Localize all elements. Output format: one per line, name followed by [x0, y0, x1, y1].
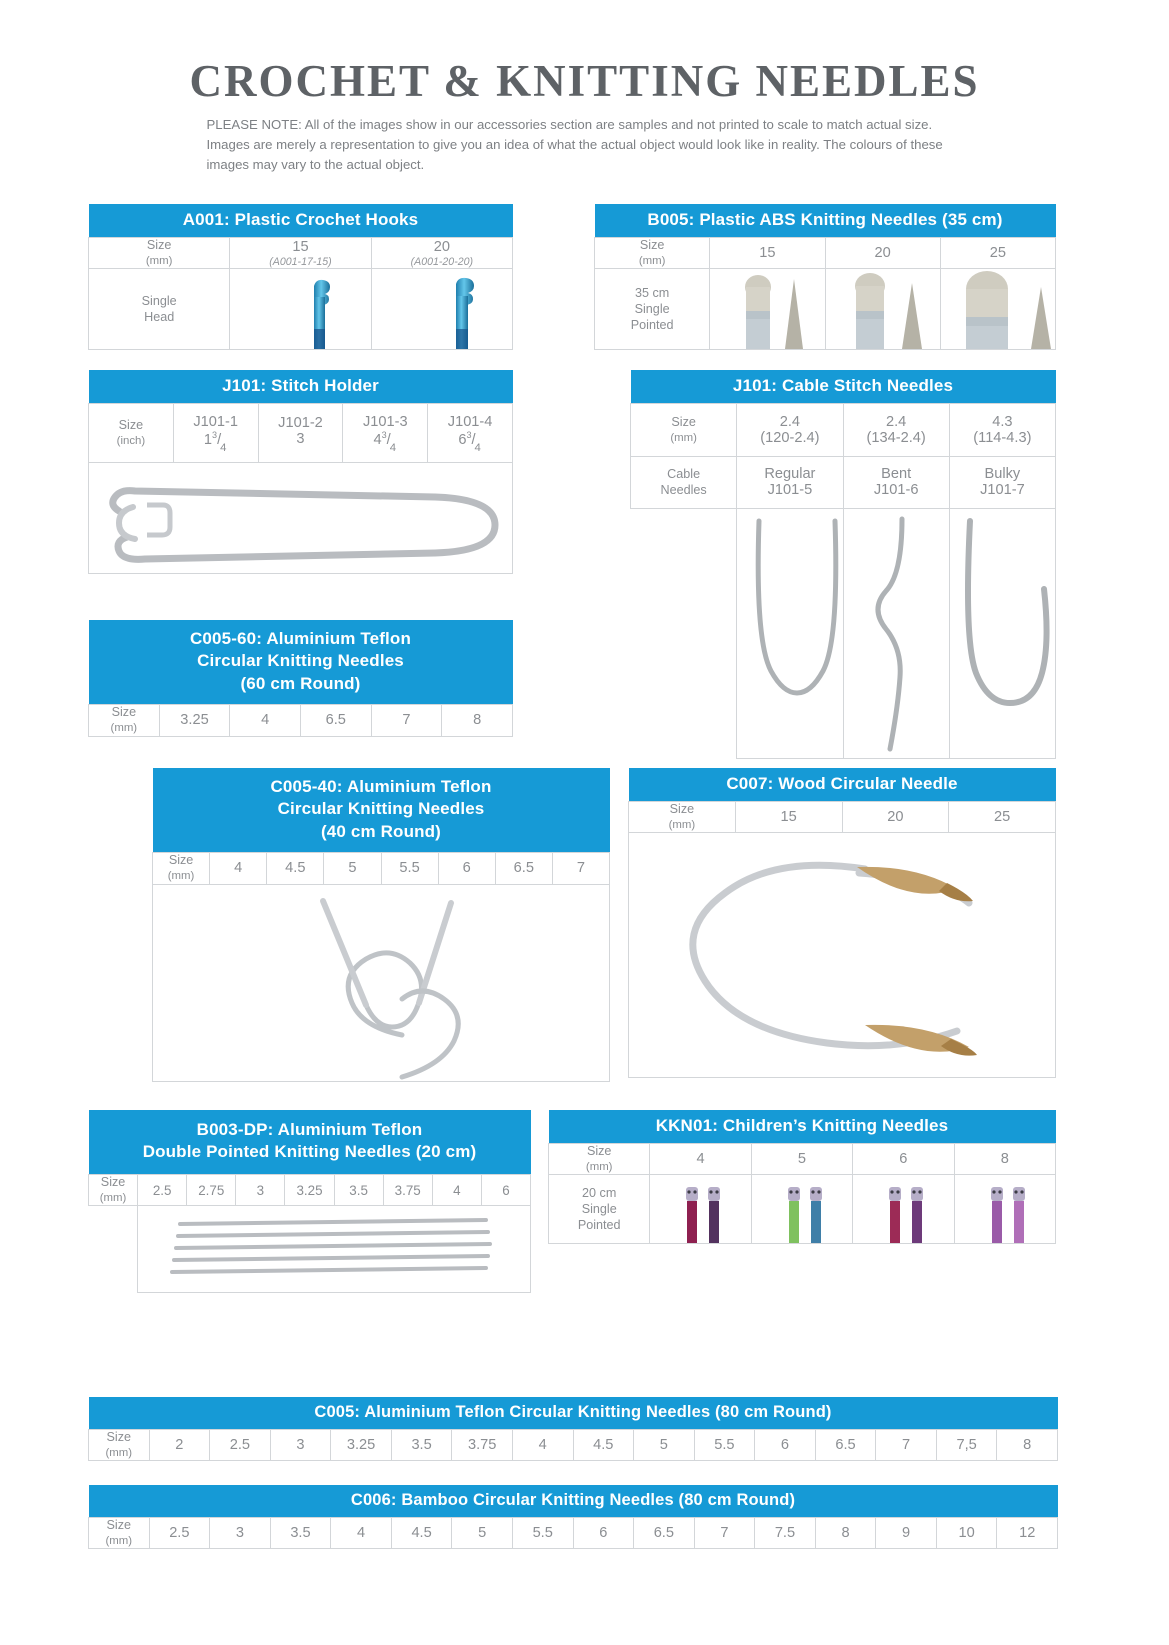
- b003-dp-title: B003-DP: Aluminium Teflon Double Pointed Knitting Needles (20 cm): [89, 1110, 531, 1174]
- c006-size-9: 7: [694, 1518, 755, 1549]
- c006-size-5: 5: [452, 1518, 513, 1549]
- j101-cable-size-header: Size (mm): [631, 404, 737, 457]
- j101-cable-type-1: Bent J101-6: [843, 457, 949, 509]
- kkn01-needle-image-8: [954, 1175, 1055, 1244]
- c005-40-image: [153, 884, 610, 1081]
- page-header: [0, 0, 1169, 175]
- c007-title: C007: Wood Circular Needle: [629, 768, 1056, 802]
- disclaimer-note: PLEASE NOTE: All of the images show in our accessories section are samples and not printed to scale to match actual size. Images are merely a representation to give you an idea of what the actual object would look like in reality. The colours of these images may vary to the actual object.: [206, 117, 943, 173]
- b005-needle-image-25: [940, 269, 1055, 350]
- c005-60-size-2: 6.5: [300, 705, 371, 736]
- b003-dp-size-header: Size (mm): [89, 1174, 138, 1205]
- b003-dp-size-1: 2.75: [187, 1174, 236, 1205]
- c005-title: C005: Aluminium Teflon Circular Knitting Needles (80 cm Round): [89, 1397, 1058, 1430]
- c005-size-12: 7: [876, 1430, 937, 1461]
- c005-60-size-1: 4: [230, 705, 301, 736]
- c006-size-11: 8: [815, 1518, 876, 1549]
- cable-needle-bent-icon: [844, 509, 960, 758]
- c005-size-2: 3: [270, 1430, 331, 1461]
- stitch-holder-icon: [89, 463, 512, 573]
- c006-title: C006: Bamboo Circular Knitting Needles (80 cm Round): [89, 1485, 1058, 1518]
- j101-holder-title: J101: Stitch Holder: [89, 370, 513, 404]
- b005-title: B005: Plastic ABS Knitting Needles (35 cm): [595, 204, 1056, 238]
- b005-size-header: Size (mm): [595, 238, 710, 269]
- childrens-needle-icon: [955, 1175, 1063, 1243]
- c006-size-8: 6.5: [634, 1518, 695, 1549]
- childrens-needle-icon: [853, 1175, 961, 1243]
- c007-size-2: 25: [949, 802, 1056, 833]
- a001-hook-image-15: [230, 269, 371, 350]
- kkn01-size-2: 6: [853, 1144, 954, 1175]
- c005-size-1: 2.5: [210, 1430, 271, 1461]
- c005-size-14: 8: [997, 1430, 1058, 1461]
- b005-row-label: 35 cm Single Pointed: [595, 269, 710, 350]
- kkn01-needle-image-6: [853, 1175, 954, 1244]
- knitting-needle-icon: [710, 269, 840, 349]
- kkn01-size-header: Size (mm): [549, 1144, 650, 1175]
- j101-holder-image: [89, 462, 513, 573]
- c006-size-14: 12: [997, 1518, 1058, 1549]
- j101-cable-size-0: 2.4 (120-2.4): [737, 404, 843, 457]
- j101-cable-title: J101: Cable Stitch Needles: [631, 370, 1056, 404]
- c005-size-8: 5: [634, 1430, 695, 1461]
- c006-size-4: 4.5: [391, 1518, 452, 1549]
- c006-size-6: 5.5: [512, 1518, 573, 1549]
- c005-40-size-3: 5.5: [381, 853, 438, 884]
- c006-size-2: 3.5: [270, 1518, 331, 1549]
- knitting-needle-icon: [826, 269, 956, 349]
- c007-image: [629, 833, 1056, 1078]
- c005-40-size-0: 4: [210, 853, 267, 884]
- c005-60-size-4: 8: [442, 705, 513, 736]
- cable-needle-regular-icon: [737, 509, 853, 758]
- c006-size-13: 10: [936, 1518, 997, 1549]
- section-b005: [594, 204, 1056, 350]
- wood-circular-needle-icon: [629, 833, 1055, 1077]
- c005-40-size-5: 6.5: [495, 853, 552, 884]
- c007-size-1: 20: [842, 802, 949, 833]
- c006-size-12: 9: [876, 1518, 937, 1549]
- section-j101-stitch-holder: [88, 370, 513, 574]
- c005-40-size-1: 4.5: [267, 853, 324, 884]
- c005-size-3: 3.25: [331, 1430, 392, 1461]
- b003-dp-size-5: 3.75: [383, 1174, 432, 1205]
- b003-dp-size-3: 3.25: [285, 1174, 334, 1205]
- c005-40-size-6: 7: [552, 853, 609, 884]
- j101-cable-image-bulky: [949, 508, 1055, 758]
- j101-cable-type-0: Regular J101-5: [737, 457, 843, 509]
- b005-needle-image-20: [825, 269, 940, 350]
- c006-size-10: 7.5: [755, 1518, 816, 1549]
- j101-cable-size-1: 2.4 (134-2.4): [843, 404, 949, 457]
- j101-cable-image-regular: [737, 508, 843, 758]
- c005-size-4: 3.5: [391, 1430, 452, 1461]
- c005-size-11: 6.5: [815, 1430, 876, 1461]
- c007-size-header: Size (mm): [629, 802, 736, 833]
- a001-title: A001: Plastic Crochet Hooks: [89, 204, 513, 238]
- b005-needle-image-15: [710, 269, 825, 350]
- c006-size-7: 6: [573, 1518, 634, 1549]
- a001-hook-image-20: [371, 269, 512, 350]
- c005-size-9: 5.5: [694, 1430, 755, 1461]
- c006-size-header: Size (mm): [89, 1518, 150, 1549]
- c006-size-3: 4: [331, 1518, 392, 1549]
- kkn01-size-1: 5: [751, 1144, 852, 1175]
- j101-holder-item-3: J101-4 $6^3/_4$: [428, 404, 513, 463]
- crochet-hook-icon: [372, 269, 548, 349]
- c005-size-header: Size (mm): [89, 1430, 150, 1461]
- j101-holder-item-2: J101-3 $4^3/_4$: [343, 404, 428, 463]
- childrens-needle-icon: [752, 1175, 860, 1243]
- section-a001: [88, 204, 513, 350]
- c005-size-5: 3.75: [452, 1430, 513, 1461]
- c005-40-size-4: 6: [438, 853, 495, 884]
- b005-size-0: 15: [710, 238, 825, 269]
- double-pointed-needles-icon: [138, 1206, 528, 1292]
- c005-size-0: 2: [149, 1430, 210, 1461]
- section-c007: [628, 768, 1056, 1078]
- section-c005-60: [88, 620, 513, 737]
- section-kkn01: [548, 1110, 1056, 1244]
- c005-size-7: 4.5: [573, 1430, 634, 1461]
- j101-holder-size-header: Size (inch): [89, 404, 174, 463]
- knitting-needle-icon: [941, 269, 1071, 349]
- b003-dp-image: [138, 1206, 531, 1293]
- c005-40-title: C005-40: Aluminium Teflon Circular Knitting Needles (40 cm Round): [153, 768, 610, 853]
- section-c005: [88, 1397, 1058, 1461]
- a001-size-0: 15 (A001-17-15): [230, 238, 371, 269]
- cable-needle-bulky-icon: [950, 509, 1066, 758]
- circular-needle-icon: [153, 885, 609, 1081]
- kkn01-title: KKN01: Children’s Knitting Needles: [549, 1110, 1056, 1144]
- j101-cable-size-2: 4.3 (114-4.3): [949, 404, 1055, 457]
- b005-size-2: 25: [940, 238, 1055, 269]
- c005-60-size-0: 3.25: [159, 705, 230, 736]
- j101-holder-item-1: J101-2 3: [258, 404, 343, 463]
- section-c005-40: [152, 768, 610, 1082]
- b003-dp-size-4: 3.5: [334, 1174, 383, 1205]
- c007-size-0: 15: [735, 802, 842, 833]
- section-c006: [88, 1485, 1058, 1549]
- kkn01-row-label: 20 cm Single Pointed: [549, 1175, 650, 1244]
- c005-60-size-3: 7: [371, 705, 442, 736]
- c006-size-0: 2.5: [149, 1518, 210, 1549]
- c005-40-size-2: 5: [324, 853, 381, 884]
- j101-cable-row-label: Cable Needles: [631, 457, 737, 509]
- c005-60-size-header: Size (mm): [89, 705, 160, 736]
- page-title: CROCHET & KNITTING NEEDLES: [189, 56, 980, 106]
- section-j101-cable: [630, 370, 1056, 759]
- c005-size-13: 7,5: [936, 1430, 997, 1461]
- childrens-needle-icon: [650, 1175, 758, 1243]
- b003-dp-size-2: 3: [236, 1174, 285, 1205]
- j101-holder-item-0: J101-1 $1^3/_4$: [173, 404, 258, 463]
- c005-size-6: 4: [512, 1430, 573, 1461]
- b003-dp-size-0: 2.5: [138, 1174, 187, 1205]
- c006-size-1: 3: [210, 1518, 271, 1549]
- c005-size-10: 6: [755, 1430, 816, 1461]
- b003-dp-size-7: 6: [481, 1174, 530, 1205]
- kkn01-size-0: 4: [650, 1144, 751, 1175]
- kkn01-size-3: 8: [954, 1144, 1055, 1175]
- section-b003-dp: [88, 1110, 531, 1293]
- c005-60-title: C005-60: Aluminium Teflon Circular Knitting Needles (60 cm Round): [89, 620, 513, 705]
- a001-size-header: Size (mm): [89, 238, 230, 269]
- kkn01-needle-image-5: [751, 1175, 852, 1244]
- j101-cable-type-2: Bulky J101-7: [949, 457, 1055, 509]
- b003-dp-size-6: 4: [432, 1174, 481, 1205]
- kkn01-needle-image-4: [650, 1175, 751, 1244]
- c005-40-size-header: Size (mm): [153, 853, 210, 884]
- a001-row-label: Single Head: [89, 269, 230, 350]
- b005-size-1: 20: [825, 238, 940, 269]
- j101-cable-image-bent: [843, 508, 949, 758]
- a001-size-1: 20 (A001-20-20): [371, 238, 512, 269]
